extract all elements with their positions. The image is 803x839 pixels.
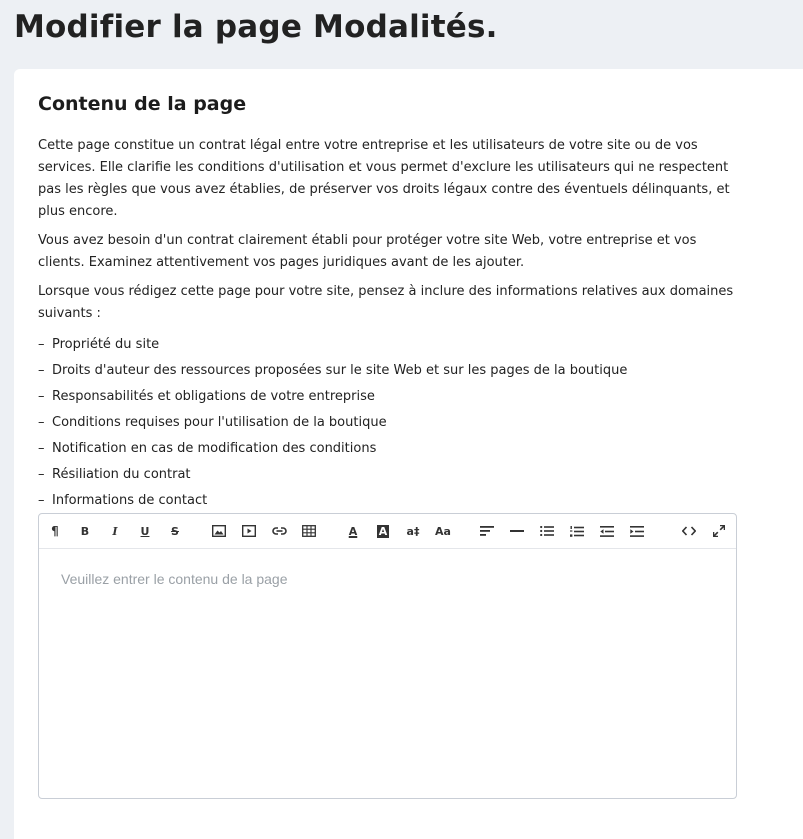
rich-text-editor bbox=[38, 513, 737, 799]
font-size-icon: a‡ bbox=[406, 524, 420, 538]
page-title: Modifier la page Modalités. bbox=[14, 9, 498, 45]
bullet-list-button[interactable] bbox=[536, 520, 558, 542]
text-case-button[interactable] bbox=[432, 520, 454, 542]
text-color-button[interactable] bbox=[342, 520, 364, 542]
horizontal-rule-icon bbox=[510, 529, 524, 533]
bold-icon: B bbox=[80, 524, 90, 538]
outdent-button[interactable] bbox=[596, 520, 618, 542]
insert-image-button[interactable] bbox=[208, 520, 230, 542]
align-button[interactable] bbox=[476, 520, 498, 542]
content-card bbox=[14, 69, 803, 839]
list-item: – Informations de contact bbox=[38, 493, 208, 508]
video-icon bbox=[242, 525, 256, 537]
numbered-list-icon bbox=[570, 526, 584, 537]
list-item: – Conditions requises pour l'utilisation de la boutique bbox=[38, 415, 387, 430]
italic-button[interactable] bbox=[104, 520, 126, 542]
list-item: – Propriété du site bbox=[38, 337, 160, 352]
description-paragraph: Vous avez besoin d'un contrat clairement établi pour protéger votre site Web, votre entreprise et vos clients. Examinez attentivement vos pages juridiques avant de les ajouter. bbox=[38, 233, 697, 270]
paragraph-button[interactable] bbox=[44, 520, 66, 542]
horizontal-rule-button[interactable] bbox=[506, 520, 528, 542]
topics-list bbox=[38, 332, 746, 514]
bold-button[interactable] bbox=[74, 520, 96, 542]
fullscreen-button[interactable] bbox=[708, 520, 730, 542]
page-description bbox=[38, 135, 746, 514]
strikethrough-button[interactable] bbox=[164, 520, 186, 542]
bullet-list-icon bbox=[540, 526, 554, 536]
insert-video-button[interactable] bbox=[238, 520, 260, 542]
editor-content-area[interactable] bbox=[39, 549, 736, 798]
insert-link-button[interactable] bbox=[268, 520, 290, 542]
editor-toolbar bbox=[39, 514, 736, 549]
link-icon bbox=[272, 526, 287, 536]
paragraph-icon: ¶ bbox=[51, 524, 59, 538]
insert-table-button[interactable] bbox=[298, 520, 320, 542]
list-item: – Résiliation du contrat bbox=[38, 467, 191, 482]
editor-placeholder: Veuillez entrer le contenu de la page bbox=[61, 571, 288, 587]
background-color-icon: A bbox=[378, 524, 388, 538]
background-color-button[interactable] bbox=[372, 520, 394, 542]
image-icon bbox=[212, 525, 226, 537]
strikethrough-icon: S bbox=[171, 524, 179, 538]
code-view-button[interactable] bbox=[678, 520, 700, 542]
font-size-button[interactable] bbox=[402, 520, 424, 542]
list-item: – Notification en cas de modification des conditions bbox=[38, 441, 377, 456]
code-view-icon bbox=[682, 526, 696, 536]
description-paragraph: Lorsque vous rédigez cette page pour votre site, pensez à inclure des informations relatives aux domaines suivants : bbox=[38, 284, 734, 321]
text-case-icon: Aa bbox=[435, 524, 451, 538]
indent-button[interactable] bbox=[626, 520, 648, 542]
italic-icon: I bbox=[112, 524, 118, 538]
outdent-icon bbox=[600, 526, 614, 537]
indent-icon bbox=[630, 526, 644, 537]
align-left-icon bbox=[480, 526, 494, 536]
numbered-list-button[interactable] bbox=[566, 520, 588, 542]
list-item: – Droits d'auteur des ressources proposées sur le site Web et sur les pages de la boutique bbox=[38, 363, 628, 378]
underline-icon: U bbox=[140, 524, 150, 538]
list-item: – Responsabilités et obligations de votre entreprise bbox=[38, 389, 375, 404]
table-icon bbox=[302, 525, 316, 537]
description-paragraph: Cette page constitue un contrat légal entre votre entreprise et les utilisateurs de votre site ou de vos services. Elle clarifie les conditions d'utilisation et vous permet d'exclure les utilisateurs qui ne respectent pas les règles que vous avez établies, de préserver vos droits légaux contre des éventuels délinquants, et plus encore. bbox=[38, 138, 730, 219]
section-title: Contenu de la page bbox=[38, 93, 247, 115]
underline-button[interactable] bbox=[134, 520, 156, 542]
text-color-icon: A bbox=[348, 524, 358, 538]
fullscreen-icon bbox=[713, 525, 725, 537]
